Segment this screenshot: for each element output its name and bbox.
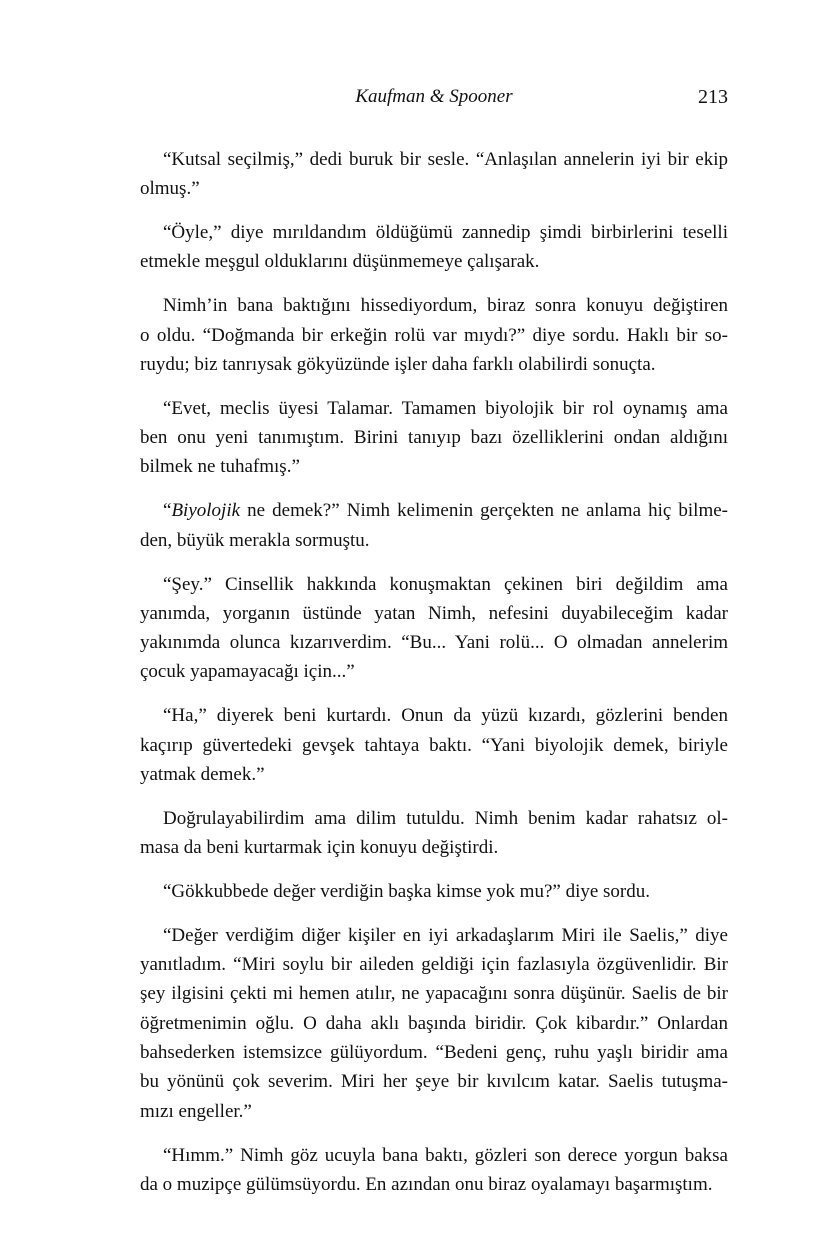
text-line: ruydu; biz tanrıysak gökyüzünde işler daha farklı olabilirdi sonuçta. — [140, 353, 656, 375]
page-header — [140, 86, 728, 114]
page-body — [140, 145, 728, 1214]
text-segment: “ — [163, 500, 172, 522]
text-line: “Öyle,” diye mırıldandım öldüğümü zannedip şimdi birbirlerini teselli — [163, 222, 728, 244]
text-line: “Şey.” Cinsellik hakkında konuşmaktan çekinen biri değildim ama — [163, 573, 728, 595]
running-title: Kaufman & Spooner — [355, 86, 513, 107]
paragraph — [140, 921, 728, 1126]
text-line: öğretmenimin oğlu. O daha aklı başında biridir. Çok kibardır.” Onlardan — [140, 1012, 728, 1034]
text-line: o oldu. “Doğmanda bir erkeğin rolü var mıydı?” diye sordu. Haklı bir so- — [140, 324, 728, 346]
text-line: “Kutsal seçilmiş,” dedi buruk bir sesle. “Anlaşılan annelerin iyi bir ekip — [163, 149, 728, 170]
text-line: çocuk yapamayacağı için...” — [140, 661, 355, 683]
text-segment: ne demek?” Nimh kelimenin gerçekten ne anlama hiç bilme- — [240, 500, 728, 522]
text-line: yatmak demek.” — [140, 763, 265, 785]
paragraph — [140, 291, 728, 379]
text-line: yanımda, yorganın üstünde yatan Nimh, nefesini duyabileceğim kadar — [140, 602, 728, 624]
paragraph — [140, 218, 728, 277]
paragraph — [140, 145, 728, 204]
text-line: “Değer verdiğim diğer kişiler en iyi arkadaşlarım Miri ile Saelis,” diye — [163, 924, 728, 946]
text-line: yanıtladım. “Miri soylu bir aileden geldiği için fazlasıyla özgüvenlidir. Bir — [140, 954, 728, 976]
text-line: “Hımm.” Nimh göz ucuyla bana baktı, gözleri son derece yorgun baksa — [163, 1144, 728, 1166]
text-line: den, büyük merakla sormuştu. — [140, 529, 370, 551]
text-line: “Evet, meclis üyesi Talamar. Tamamen biyolojik bir rol oynamış ama — [163, 397, 728, 419]
italic-word: Biyolojik — [171, 500, 241, 522]
text-line: bilmek ne tuhafmış.” — [140, 456, 300, 478]
text-line: da o muzipçe gülümsüyordu. En azından onu biraz oyalamayı başarmıştım. — [140, 1173, 713, 1195]
text-line: Nimh’in bana baktığını hissediyordum, biraz sonra konuyu değiştiren — [163, 295, 728, 317]
paragraph — [140, 496, 728, 555]
text-line — [140, 496, 728, 525]
paragraph — [140, 570, 728, 687]
paragraph — [140, 394, 728, 482]
text-line: masa da beni kurtarmak için konuyu değiştirdi. — [140, 837, 499, 859]
text-line: ben onu yeni tanımıştım. Birini tanıyıp bazı özelliklerini ondan aldığını — [140, 427, 728, 449]
text-line: etmekle meşgul olduklarını düşünmemeye çalışarak. — [140, 251, 540, 273]
paragraph — [140, 701, 728, 789]
text-line: kaçırıp güvertedeki gevşek tahtaya baktı. “Yani biyolojik demek, biriyle — [140, 734, 728, 756]
text-line: Doğrulayabilirdim ama dilim tutuldu. Nimh benim kadar rahatsız ol- — [163, 807, 728, 829]
page-number: 213 — [698, 86, 728, 108]
paragraph — [140, 804, 728, 863]
paragraph — [140, 1141, 728, 1200]
text-line: yakınımda olunca kızarıverdim. “Bu... Yani rolü... O olmadan annelerim — [140, 632, 728, 654]
text-line: bu yönünü çok severim. Miri her şeye bir kıvılcım katar. Saelis tutuşma- — [140, 1071, 728, 1093]
text-line: “Gökkubbede değer verdiğin başka kimse yok mu?” diye sordu. — [163, 880, 651, 902]
text-line: “Ha,” diyerek beni kurtardı. Onun da yüzü kızardı, gözlerini benden — [163, 705, 728, 727]
text-line: bahsederken istemsizce gülüyordum. “Bedeni genç, ruhu yaşlı biridir ama — [140, 1042, 728, 1064]
text-line: olmuş.” — [140, 178, 200, 200]
text-line: mızı engeller.” — [140, 1100, 252, 1122]
paragraph — [140, 877, 728, 906]
text-line: şey ilgisini çekti mi hemen atılır, ne yapacağını sonra düşünür. Saelis de bir — [140, 983, 728, 1005]
